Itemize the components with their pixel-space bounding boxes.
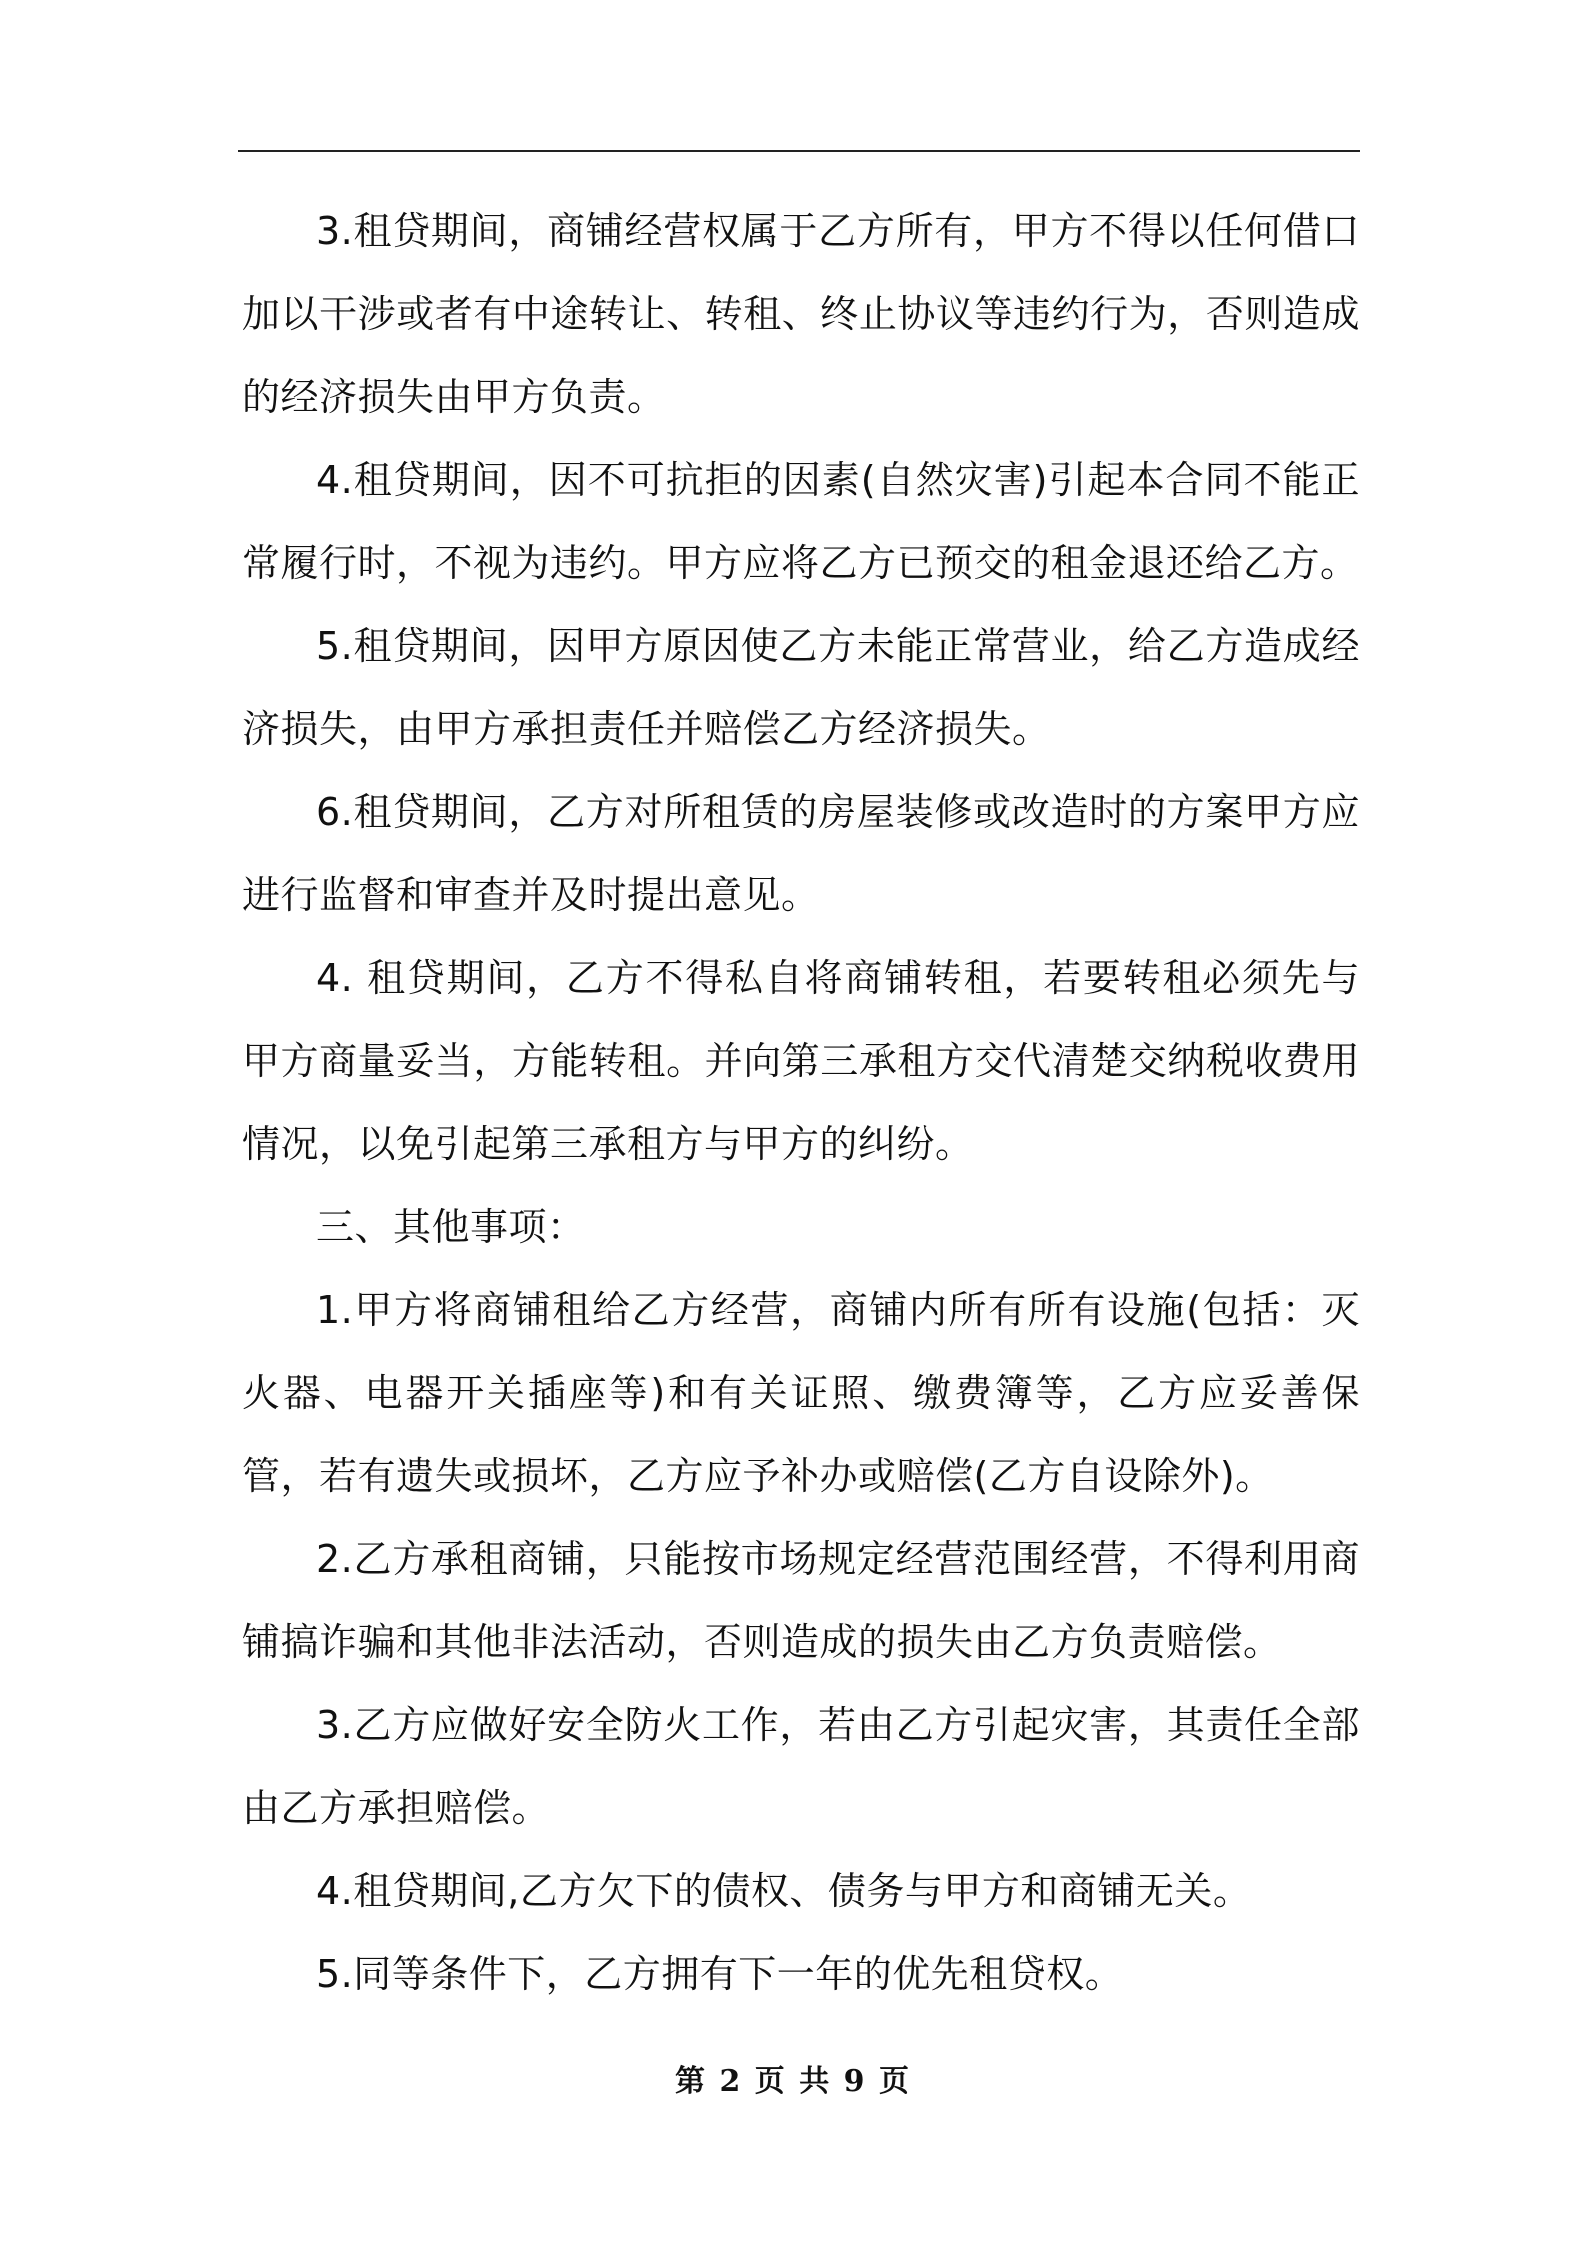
paragraph-other-1: 1.甲方将商铺租给乙方经营，商铺内所有所有设施(包括：灭火器、电器开关插座等)和有关证照、缴费簿等，乙方应妥善保管，若有遗失或损坏，乙方应予补办或赔偿(乙方自设除外)。 [242,1288,1360,1498]
paragraph-other-5: 5.同等条件下，乙方拥有下一年的优先租贷权。 [316,1952,1124,1996]
paragraph-clause-4: 4.租贷期间，因不可抗拒的因素(自然灾害)引起本合同不能正常履行时，不视为违约。甲方应将乙方已预交的租金退还给乙方。 [242,458,1360,585]
paragraph-clause-3: 3.租贷期间，商铺经营权属于乙方所有，甲方不得以任何借口加以干涉或者有中途转让、转租、终止协议等违约行为，否则造成的经济损失由甲方负责。 [242,209,1360,419]
section-heading-other-matters: 三、其他事项： [316,1205,586,1249]
page-number-footer: 第 2 页 共 9 页 [675,2064,911,2099]
paragraph-clause-6: 6.租贷期间，乙方对所租赁的房屋装修或改造时的方案甲方应进行监督和审查并及时提出意见。 [242,790,1360,917]
document-body [242,190,1360,2016]
paragraph-other-3: 3.乙方应做好安全防火工作，若由乙方引起灾害，其责任全部由乙方承担赔偿。 [242,1703,1360,1830]
paragraph-clause-5: 5.租贷期间，因甲方原因使乙方未能正常营业，给乙方造成经济损失，由甲方承担责任并赔偿乙方经济损失。 [242,624,1360,751]
paragraph-other-2: 2.乙方承租商铺，只能按市场规定经营范围经营，不得利用商铺搞诈骗和其他非法活动，否则造成的损失由乙方负责赔偿。 [242,1537,1360,1664]
paragraph-other-4: 4.租贷期间,乙方欠下的债权、债务与甲方和商铺无关。 [316,1869,1252,1913]
paragraph-clause-sublet: 4. 租贷期间，乙方不得私自将商铺转租，若要转租必须先与甲方商量妥当，方能转租。并向第三承租方交代清楚交纳税收费用情况，以免引起第三承租方与甲方的纠纷。 [242,956,1360,1166]
header-rule [238,150,1360,152]
